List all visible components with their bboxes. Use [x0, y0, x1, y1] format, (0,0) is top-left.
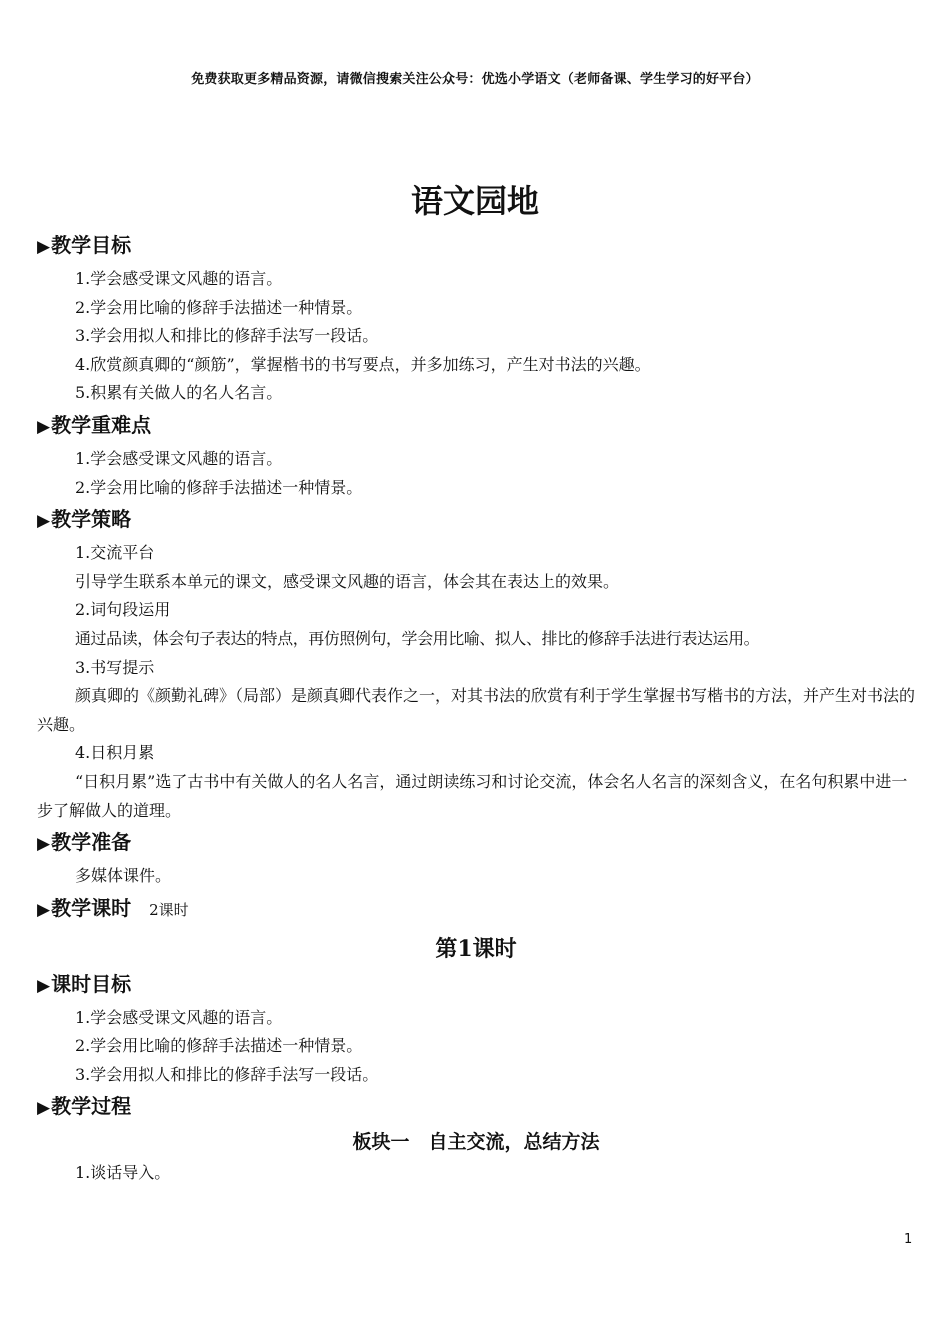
section-heading-preparation	[37, 827, 915, 859]
section-heading-lesson-goals	[37, 969, 915, 1001]
section-heading-label: 课时目标	[51, 971, 132, 996]
strategy-label: 2.词句段运用	[75, 600, 171, 620]
section-heading-process	[37, 1091, 915, 1123]
objective-item: 4.欣赏颜真卿的“颜筋”，掌握楷书的书写要点，并多加练习，产生对书法的兴趣。	[75, 354, 651, 374]
lesson-goal-item: 2.学会用比喻的修辞手法描述一种情景。	[75, 1036, 363, 1056]
section-heading-label: 教学目标	[51, 233, 132, 257]
promo-banner: 免费获取更多精品资源，请微信搜索关注公众号：优选小学语文（老师备课、学生学习的好平台）	[191, 72, 759, 87]
strategy-text: 引导学生联系本单元的课文，感受课文风趣的语言，体会其在表达上的效果。	[75, 571, 620, 591]
strategy-text: “日积月累”选了古书中有关做人的名人名言，通过朗读练习和讨论交流，体会名人名言的深刻含义，在名句积累中进一步了解做人的道理。	[37, 771, 908, 820]
objective-item: 2.学会用比喻的修辞手法描述一种情景。	[75, 297, 363, 317]
objective-item: 1.学会感受课文风趣的语言。	[75, 269, 283, 288]
section-heading-label: 教学课时	[51, 895, 132, 920]
triangle-bullet-icon: ▶	[37, 511, 51, 532]
document-body	[37, 228, 915, 1188]
triangle-bullet-icon: ▶	[37, 237, 51, 257]
objective-item: 5.积累有关做人的名人名言。	[75, 383, 283, 403]
block-heading: 板块一 自主交流，总结方法	[352, 1131, 600, 1154]
triangle-bullet-icon: ▶	[37, 416, 51, 437]
key-point-item: 1.学会感受课文风趣的语言。	[75, 448, 283, 468]
page-number: 1	[904, 1232, 913, 1247]
section-heading-hours	[37, 893, 915, 925]
lesson-goal-item: 1.学会感受课文风趣的语言。	[75, 1007, 283, 1027]
triangle-bullet-icon: ▶	[37, 1098, 51, 1119]
section-heading-objectives	[37, 230, 915, 262]
triangle-bullet-icon: ▶	[37, 834, 51, 855]
lesson-heading: 第1课时	[435, 935, 517, 962]
strategy-text: 通过品读，体会句子表达的特点，再仿照例句，学会用比喻、拟人、排比的修辞手法进行表达运用。	[75, 628, 760, 648]
section-heading-key-points	[37, 410, 915, 442]
preparation-text: 多媒体课件。	[75, 866, 172, 886]
strategy-text: 颜真卿的《颜勤礼碑》（局部）是颜真卿代表作之一，对其书法的欣赏有利于学生掌握书写楷书的方法，并产生对书法的兴趣。	[37, 686, 916, 734]
section-heading-label: 教学重难点	[51, 412, 152, 437]
strategy-label: 1.交流平台	[75, 543, 155, 563]
page-title: 语文园地	[410, 182, 539, 220]
strategy-label: 4.日积月累	[75, 743, 155, 763]
process-step: 1.谈话导入。	[75, 1163, 171, 1183]
lesson-goal-item: 3.学会用拟人和排比的修辞手法写一段话。	[75, 1064, 379, 1084]
section-heading-strategy	[37, 504, 915, 536]
objective-item: 3.学会用拟人和排比的修辞手法写一段话。	[75, 326, 379, 346]
key-point-item: 2.学会用比喻的修辞手法描述一种情景。	[75, 477, 363, 497]
strategy-label: 3.书写提示	[75, 657, 155, 677]
section-heading-label: 教学策略	[51, 507, 132, 532]
triangle-bullet-icon: ▶	[37, 899, 51, 920]
section-heading-label: 教学过程	[51, 1094, 132, 1119]
triangle-bullet-icon: ▶	[37, 975, 51, 996]
section-heading-label: 教学准备	[51, 830, 132, 855]
hours-value: 2课时	[149, 900, 189, 919]
